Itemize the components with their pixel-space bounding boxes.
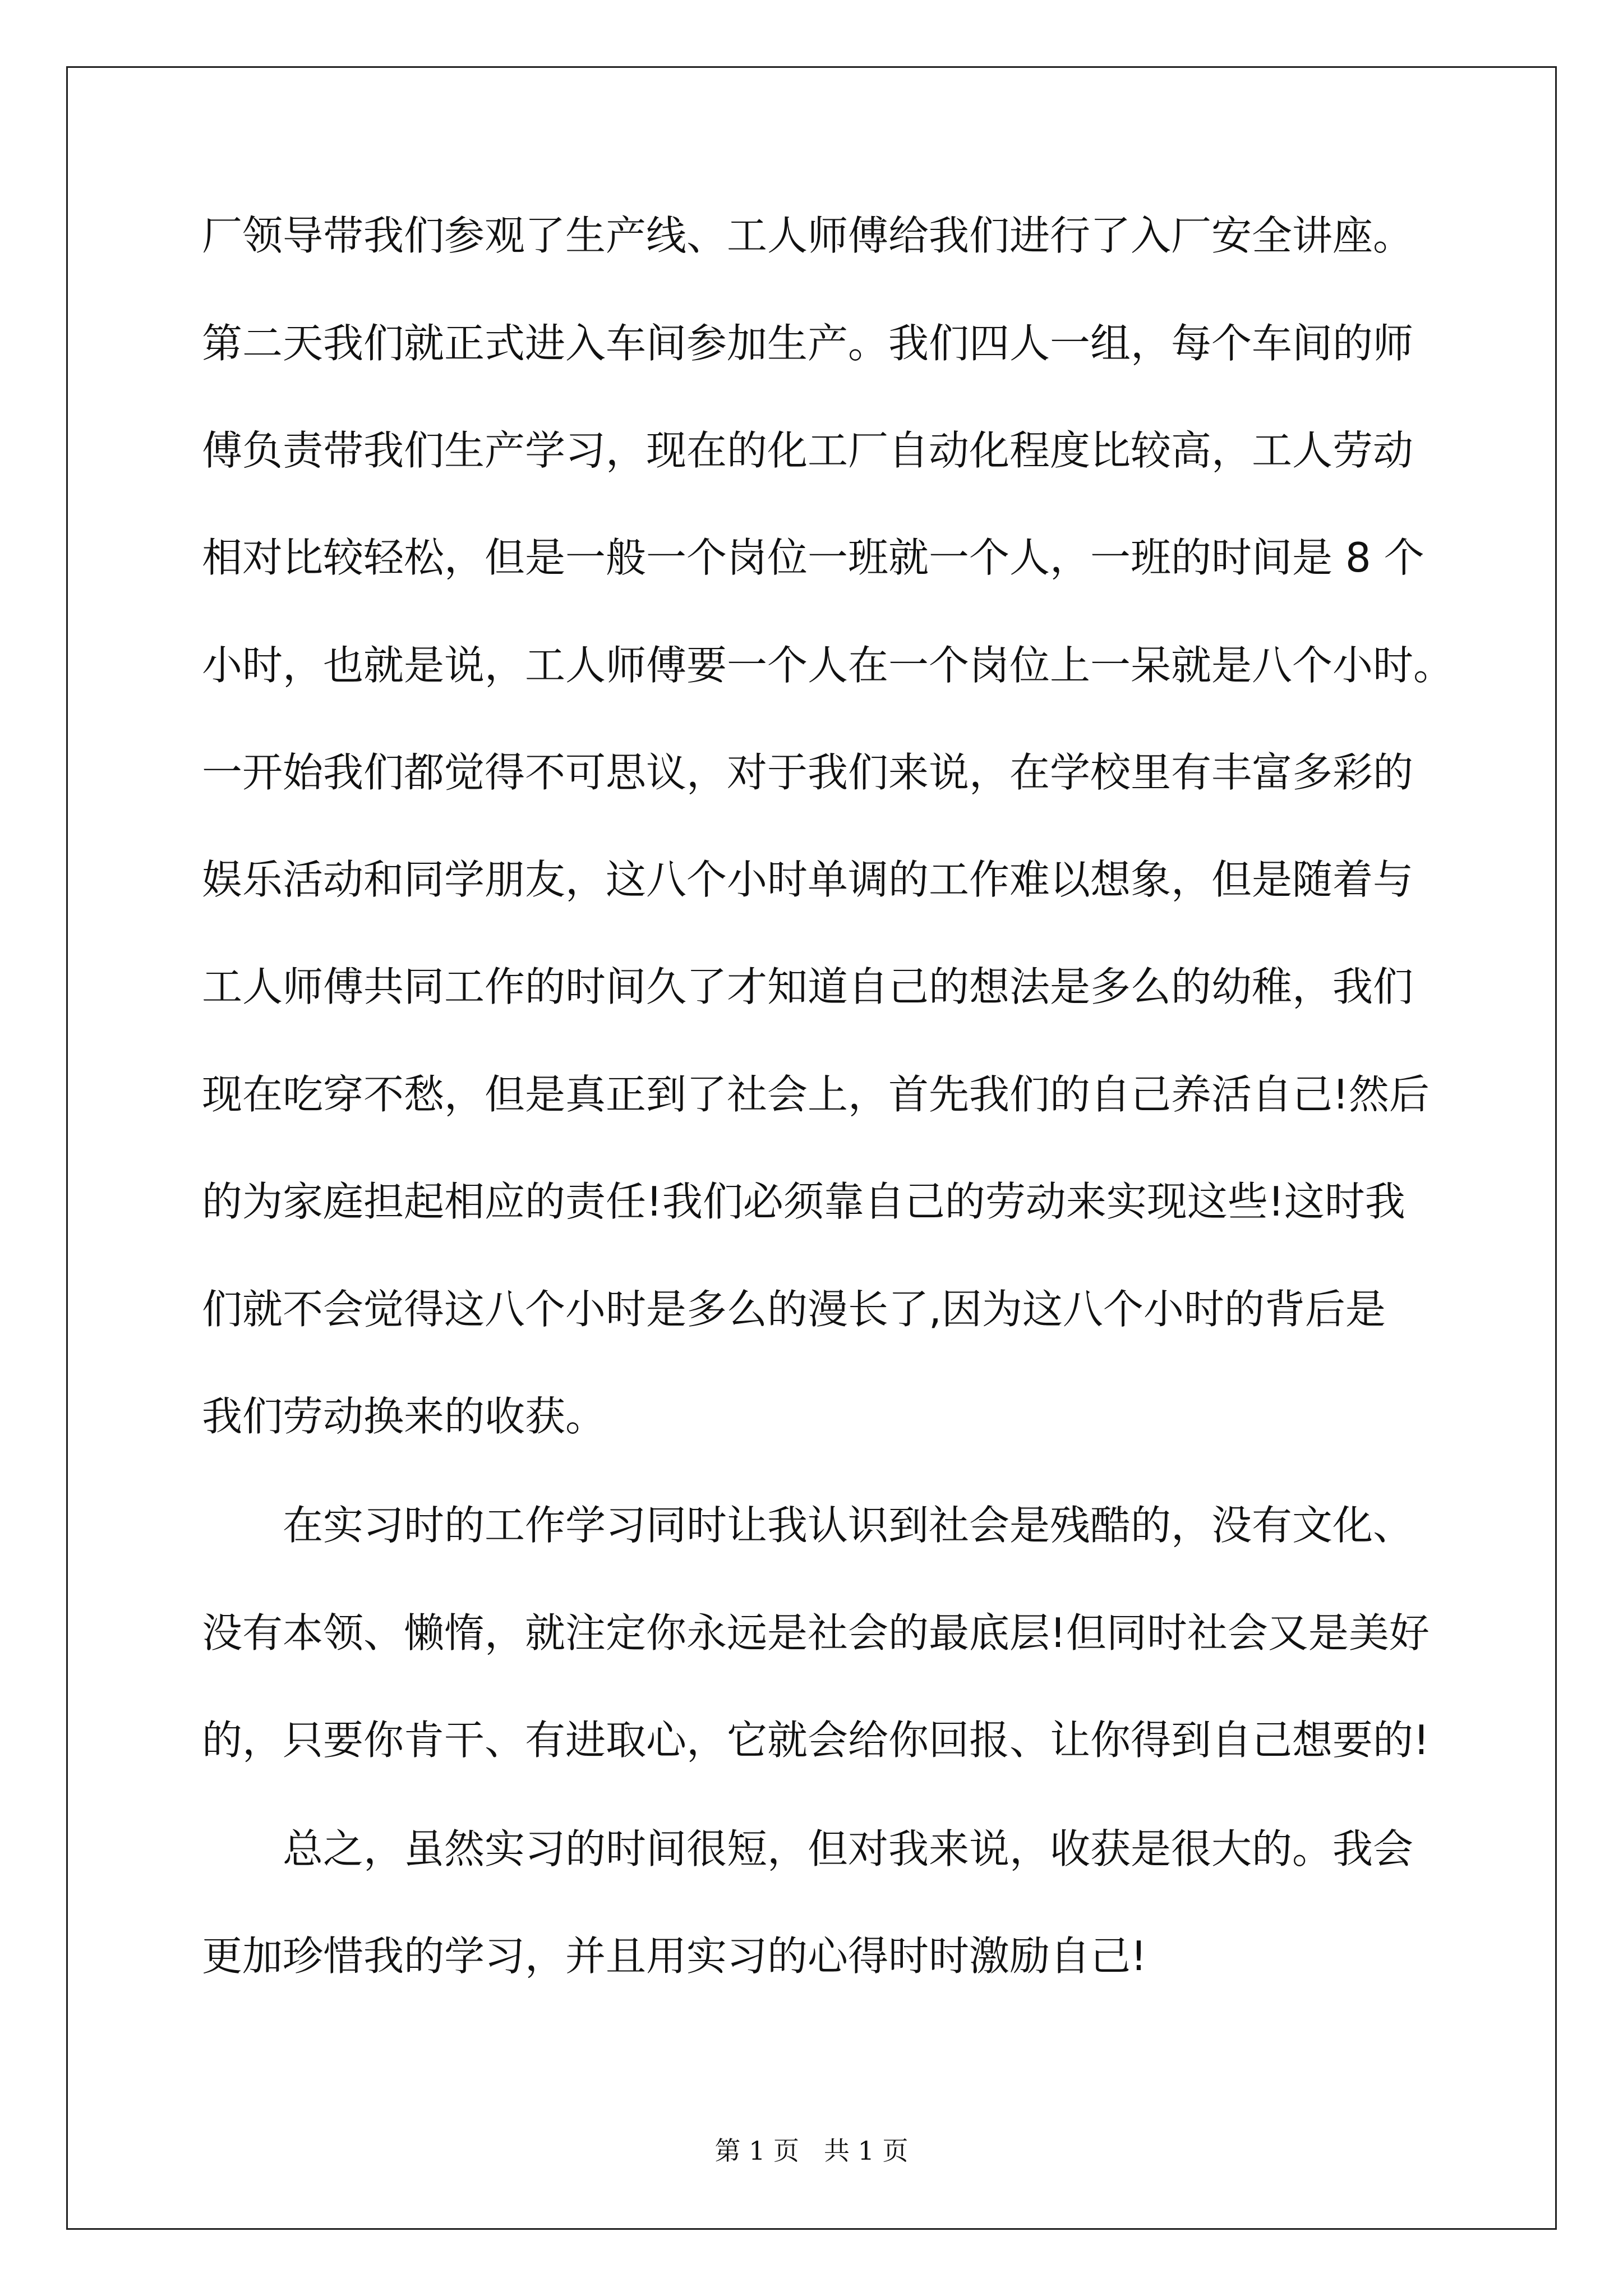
text-line: 的为家庭担起相应的责任!我们必须靠自己的劳动来实现这些!这时我 xyxy=(202,1178,1405,1225)
text-line: 小时，也就是说，工人师傅要一个人在一个岗位上一呆就是八个小时。 xyxy=(202,642,1454,689)
text-line: 们就不会觉得这八个小时是多么的漫长了,因为这八个小时的背后是 xyxy=(202,1286,1386,1333)
paragraph-first-line: 总之，虽然实习的时间很短，但对我来说，收获是很大的。我会 xyxy=(283,1825,1414,1872)
page-count: 共 1 页 xyxy=(824,2136,909,2166)
text-line: 娱乐活动和同学朋友，这八个小时单调的工作难以想象，但是随着与 xyxy=(202,856,1414,903)
text-line: 没有本领、懒惰，就注定你永远是社会的最底层!但同时社会又是美好 xyxy=(202,1609,1430,1657)
text-line: 我们劳动换来的收获。 xyxy=(202,1393,606,1440)
page-footer xyxy=(0,2131,1623,2168)
text-line: 的，只要你肯干、有进取心，它就会给你回报、让你得到自己想要的! xyxy=(202,1717,1430,1764)
page-number: 第 1 页 xyxy=(714,2136,799,2166)
text-line: 更加珍惜我的学习，并且用实习的心得时时激励自己! xyxy=(202,1932,1147,1980)
text-line: 第二天我们就正式进入车间参加生产。我们四人一组，每个车间的师 xyxy=(202,320,1414,367)
text-line: 工人师傅共同工作的时间久了才知道自己的想法是多么的幼稚，我们 xyxy=(202,963,1414,1010)
text-line: 现在吃穿不愁，但是真正到了社会上，首先我们的自己养活自己!然后 xyxy=(202,1071,1430,1118)
text-line: 傅负责带我们生产学习，现在的化工厂自动化程度比较高，工人劳动 xyxy=(202,427,1414,474)
text-line: 相对比较轻松，但是一般一个岗位一班就一个人，一班的时间是 8 个 xyxy=(202,534,1424,581)
text-line: 一开始我们都觉得不可思议，对于我们来说，在学校里有丰富多彩的 xyxy=(202,749,1414,796)
page-frame xyxy=(66,66,1557,2230)
text-line: 厂领导带我们参观了生产线、工人师傅给我们进行了入厂安全讲座。 xyxy=(202,212,1414,259)
paragraph-first-line: 在实习时的工作学习同时让我认识到社会是残酷的，没有文化、 xyxy=(283,1502,1414,1549)
